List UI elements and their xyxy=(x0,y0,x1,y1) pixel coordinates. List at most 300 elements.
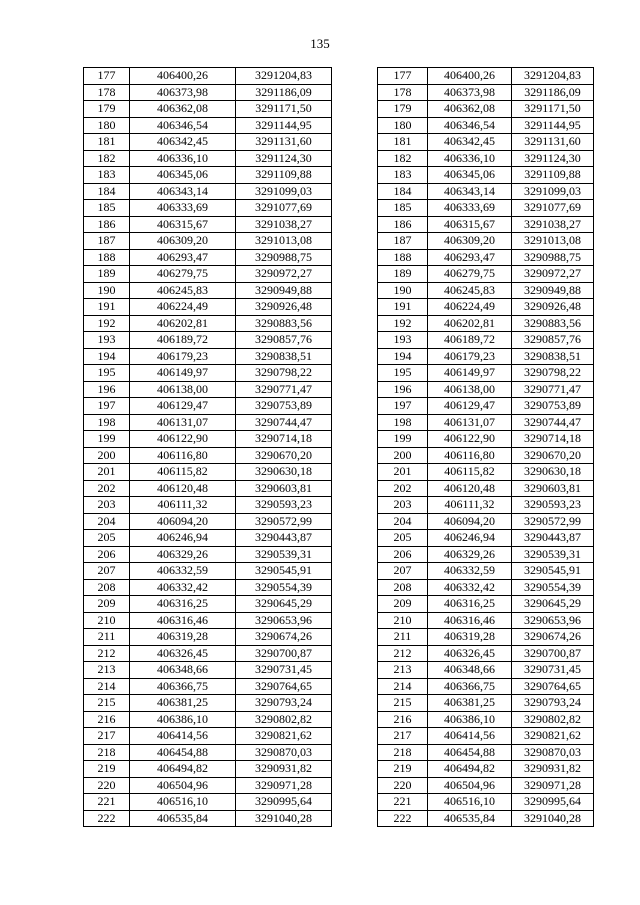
table-row xyxy=(378,579,594,596)
y-coordinate-cell: 3290700,87 xyxy=(236,645,332,662)
table-row xyxy=(378,117,594,134)
table-row xyxy=(378,101,594,118)
x-coordinate-cell: 406224,49 xyxy=(130,299,236,316)
x-coordinate-cell: 406115,82 xyxy=(130,464,236,481)
y-coordinate-cell: 3290821,62 xyxy=(512,728,594,745)
x-coordinate-cell: 406336,10 xyxy=(428,150,512,167)
y-coordinate-cell: 3290731,45 xyxy=(236,662,332,679)
table-row xyxy=(378,744,594,761)
point-number-cell: 196 xyxy=(378,381,428,398)
table-row xyxy=(378,513,594,530)
x-coordinate-cell: 406293,47 xyxy=(130,249,236,266)
y-coordinate-cell: 3290802,82 xyxy=(236,711,332,728)
point-number-cell: 218 xyxy=(84,744,130,761)
table-row xyxy=(84,200,332,217)
y-coordinate-cell: 3290674,26 xyxy=(236,629,332,646)
point-number-cell: 210 xyxy=(84,612,130,629)
point-number-cell: 190 xyxy=(84,282,130,299)
x-coordinate-cell: 406346,54 xyxy=(428,117,512,134)
point-number-cell: 221 xyxy=(84,794,130,811)
x-coordinate-cell: 406202,81 xyxy=(428,315,512,332)
y-coordinate-cell: 3290857,76 xyxy=(512,332,594,349)
y-coordinate-cell: 3291013,08 xyxy=(236,233,332,250)
point-number-cell: 217 xyxy=(84,728,130,745)
y-coordinate-cell: 3291204,83 xyxy=(512,68,594,85)
y-coordinate-cell: 3290554,39 xyxy=(512,579,594,596)
x-coordinate-cell: 406189,72 xyxy=(428,332,512,349)
point-number-cell: 185 xyxy=(378,200,428,217)
point-number-cell: 222 xyxy=(378,810,428,827)
point-number-cell: 189 xyxy=(84,266,130,283)
y-coordinate-cell: 3290883,56 xyxy=(512,315,594,332)
table-row xyxy=(378,266,594,283)
point-number-cell: 214 xyxy=(84,678,130,695)
point-number-cell: 210 xyxy=(378,612,428,629)
point-number-cell: 180 xyxy=(378,117,428,134)
y-coordinate-cell: 3290764,65 xyxy=(512,678,594,695)
x-coordinate-cell: 406245,83 xyxy=(130,282,236,299)
point-number-cell: 191 xyxy=(378,299,428,316)
point-number-cell: 190 xyxy=(378,282,428,299)
table-row xyxy=(378,183,594,200)
x-coordinate-cell: 406319,28 xyxy=(428,629,512,646)
table-row xyxy=(84,134,332,151)
x-coordinate-cell: 406381,25 xyxy=(130,695,236,712)
y-coordinate-cell: 3290443,87 xyxy=(512,530,594,547)
y-coordinate-cell: 3290931,82 xyxy=(236,761,332,778)
point-number-cell: 188 xyxy=(84,249,130,266)
table-row xyxy=(84,249,332,266)
point-number-cell: 220 xyxy=(84,777,130,794)
y-coordinate-cell: 3290949,88 xyxy=(236,282,332,299)
x-coordinate-cell: 406386,10 xyxy=(130,711,236,728)
table-row xyxy=(378,381,594,398)
table-row xyxy=(84,563,332,580)
y-coordinate-cell: 3290554,39 xyxy=(236,579,332,596)
x-coordinate-cell: 406316,25 xyxy=(428,596,512,613)
point-number-cell: 202 xyxy=(84,480,130,497)
point-number-cell: 179 xyxy=(378,101,428,118)
x-coordinate-cell: 406122,90 xyxy=(428,431,512,448)
table-row xyxy=(84,497,332,514)
table-row xyxy=(378,777,594,794)
y-coordinate-cell: 3290798,22 xyxy=(512,365,594,382)
y-coordinate-cell: 3290926,48 xyxy=(236,299,332,316)
table-row xyxy=(84,662,332,679)
table-row xyxy=(84,695,332,712)
point-number-cell: 197 xyxy=(378,398,428,415)
x-coordinate-cell: 406362,08 xyxy=(130,101,236,118)
y-coordinate-cell: 3290988,75 xyxy=(512,249,594,266)
x-coordinate-cell: 406342,45 xyxy=(428,134,512,151)
y-coordinate-cell: 3291077,69 xyxy=(512,200,594,217)
table-row xyxy=(378,596,594,613)
table-row xyxy=(84,332,332,349)
x-coordinate-cell: 406111,32 xyxy=(428,497,512,514)
table-row xyxy=(378,810,594,827)
point-number-cell: 187 xyxy=(84,233,130,250)
table-row xyxy=(84,794,332,811)
table-row xyxy=(378,695,594,712)
point-number-cell: 195 xyxy=(84,365,130,382)
point-number-cell: 222 xyxy=(84,810,130,827)
point-number-cell: 206 xyxy=(378,546,428,563)
point-number-cell: 207 xyxy=(378,563,428,580)
y-coordinate-cell: 3290700,87 xyxy=(512,645,594,662)
y-coordinate-cell: 3291013,08 xyxy=(512,233,594,250)
x-coordinate-cell: 406245,83 xyxy=(428,282,512,299)
y-coordinate-cell: 3291040,28 xyxy=(236,810,332,827)
y-coordinate-cell: 3291131,60 xyxy=(512,134,594,151)
x-coordinate-cell: 406346,54 xyxy=(130,117,236,134)
x-coordinate-cell: 406115,82 xyxy=(428,464,512,481)
point-number-cell: 198 xyxy=(84,414,130,431)
x-coordinate-cell: 406494,82 xyxy=(428,761,512,778)
x-coordinate-cell: 406386,10 xyxy=(428,711,512,728)
point-number-cell: 183 xyxy=(84,167,130,184)
x-coordinate-cell: 406414,56 xyxy=(428,728,512,745)
y-coordinate-cell: 3290670,20 xyxy=(512,447,594,464)
x-coordinate-cell: 406316,46 xyxy=(130,612,236,629)
table-row xyxy=(378,678,594,695)
y-coordinate-cell: 3290971,28 xyxy=(512,777,594,794)
x-coordinate-cell: 406316,25 xyxy=(130,596,236,613)
x-coordinate-cell: 406516,10 xyxy=(428,794,512,811)
point-number-cell: 178 xyxy=(84,84,130,101)
y-coordinate-cell: 3290931,82 xyxy=(512,761,594,778)
table-row xyxy=(378,249,594,266)
point-number-cell: 200 xyxy=(84,447,130,464)
x-coordinate-cell: 406348,66 xyxy=(130,662,236,679)
point-number-cell: 213 xyxy=(84,662,130,679)
x-coordinate-cell: 406535,84 xyxy=(428,810,512,827)
point-number-cell: 186 xyxy=(378,216,428,233)
y-coordinate-cell: 3290972,27 xyxy=(512,266,594,283)
point-number-cell: 212 xyxy=(84,645,130,662)
y-coordinate-cell: 3290674,26 xyxy=(512,629,594,646)
table-row xyxy=(84,777,332,794)
table-row xyxy=(84,216,332,233)
x-coordinate-cell: 406366,75 xyxy=(428,678,512,695)
point-number-cell: 201 xyxy=(378,464,428,481)
point-number-cell: 191 xyxy=(84,299,130,316)
x-coordinate-cell: 406342,45 xyxy=(130,134,236,151)
y-coordinate-cell: 3290539,31 xyxy=(236,546,332,563)
table-row xyxy=(84,414,332,431)
table-row xyxy=(84,299,332,316)
point-number-cell: 219 xyxy=(378,761,428,778)
y-coordinate-cell: 3290443,87 xyxy=(236,530,332,547)
point-number-cell: 189 xyxy=(378,266,428,283)
x-coordinate-cell: 406373,98 xyxy=(130,84,236,101)
point-number-cell: 211 xyxy=(378,629,428,646)
y-coordinate-cell: 3291038,27 xyxy=(236,216,332,233)
point-number-cell: 205 xyxy=(84,530,130,547)
x-coordinate-cell: 406348,66 xyxy=(428,662,512,679)
table-row xyxy=(378,629,594,646)
x-coordinate-cell: 406116,80 xyxy=(428,447,512,464)
y-coordinate-cell: 3291171,50 xyxy=(236,101,332,118)
y-coordinate-cell: 3290593,23 xyxy=(236,497,332,514)
y-coordinate-cell: 3290753,89 xyxy=(236,398,332,415)
table-row xyxy=(84,645,332,662)
y-coordinate-cell: 3290926,48 xyxy=(512,299,594,316)
y-coordinate-cell: 3290545,91 xyxy=(236,563,332,580)
y-coordinate-cell: 3290572,99 xyxy=(512,513,594,530)
table-row xyxy=(84,810,332,827)
x-coordinate-cell: 406332,42 xyxy=(428,579,512,596)
y-coordinate-cell: 3290731,45 xyxy=(512,662,594,679)
table-row xyxy=(378,414,594,431)
point-number-cell: 201 xyxy=(84,464,130,481)
y-coordinate-cell: 3291186,09 xyxy=(512,84,594,101)
point-number-cell: 202 xyxy=(378,480,428,497)
y-coordinate-cell: 3291171,50 xyxy=(512,101,594,118)
x-coordinate-cell: 406333,69 xyxy=(428,200,512,217)
x-coordinate-cell: 406179,23 xyxy=(428,348,512,365)
x-coordinate-cell: 406381,25 xyxy=(428,695,512,712)
point-number-cell: 177 xyxy=(378,68,428,85)
table-row xyxy=(378,662,594,679)
point-number-cell: 195 xyxy=(378,365,428,382)
y-coordinate-cell: 3290653,96 xyxy=(512,612,594,629)
point-number-cell: 192 xyxy=(378,315,428,332)
point-number-cell: 193 xyxy=(378,332,428,349)
table-row xyxy=(378,167,594,184)
table-row xyxy=(84,629,332,646)
x-coordinate-cell: 406373,98 xyxy=(428,84,512,101)
y-coordinate-cell: 3290714,18 xyxy=(236,431,332,448)
x-coordinate-cell: 406131,07 xyxy=(130,414,236,431)
x-coordinate-cell: 406494,82 xyxy=(130,761,236,778)
table-row xyxy=(84,761,332,778)
table-row xyxy=(378,612,594,629)
y-coordinate-cell: 3290771,47 xyxy=(512,381,594,398)
table-row xyxy=(378,348,594,365)
point-number-cell: 194 xyxy=(378,348,428,365)
x-coordinate-cell: 406332,42 xyxy=(130,579,236,596)
table-row xyxy=(84,398,332,415)
table-row xyxy=(378,216,594,233)
y-coordinate-cell: 3290821,62 xyxy=(236,728,332,745)
point-number-cell: 203 xyxy=(84,497,130,514)
y-coordinate-cell: 3290771,47 xyxy=(236,381,332,398)
point-number-cell: 208 xyxy=(378,579,428,596)
x-coordinate-cell: 406345,06 xyxy=(130,167,236,184)
point-number-cell: 200 xyxy=(378,447,428,464)
y-coordinate-cell: 3290870,03 xyxy=(236,744,332,761)
point-number-cell: 204 xyxy=(84,513,130,530)
point-number-cell: 177 xyxy=(84,68,130,85)
point-number-cell: 180 xyxy=(84,117,130,134)
table-row xyxy=(378,563,594,580)
y-coordinate-cell: 3290988,75 xyxy=(236,249,332,266)
x-coordinate-cell: 406316,46 xyxy=(428,612,512,629)
table-row xyxy=(84,530,332,547)
table-row xyxy=(378,84,594,101)
point-number-cell: 215 xyxy=(84,695,130,712)
y-coordinate-cell: 3290798,22 xyxy=(236,365,332,382)
point-number-cell: 219 xyxy=(84,761,130,778)
table-row xyxy=(84,101,332,118)
table-row xyxy=(378,332,594,349)
table-row xyxy=(84,464,332,481)
y-coordinate-cell: 3290545,91 xyxy=(512,563,594,580)
point-number-cell: 199 xyxy=(378,431,428,448)
point-number-cell: 214 xyxy=(378,678,428,695)
y-coordinate-cell: 3291144,95 xyxy=(236,117,332,134)
y-coordinate-cell: 3291099,03 xyxy=(512,183,594,200)
table-row xyxy=(378,398,594,415)
table-row xyxy=(378,233,594,250)
x-coordinate-cell: 406293,47 xyxy=(428,249,512,266)
y-coordinate-cell: 3290630,18 xyxy=(512,464,594,481)
x-coordinate-cell: 406535,84 xyxy=(130,810,236,827)
point-number-cell: 215 xyxy=(378,695,428,712)
point-number-cell: 181 xyxy=(378,134,428,151)
y-coordinate-cell: 3290971,28 xyxy=(236,777,332,794)
table-row xyxy=(378,447,594,464)
y-coordinate-cell: 3290630,18 xyxy=(236,464,332,481)
y-coordinate-cell: 3291124,30 xyxy=(512,150,594,167)
y-coordinate-cell: 3291204,83 xyxy=(236,68,332,85)
point-number-cell: 211 xyxy=(84,629,130,646)
point-number-cell: 205 xyxy=(378,530,428,547)
x-coordinate-cell: 406326,45 xyxy=(428,645,512,662)
y-coordinate-cell: 3290838,51 xyxy=(512,348,594,365)
point-number-cell: 208 xyxy=(84,579,130,596)
x-coordinate-cell: 406343,14 xyxy=(130,183,236,200)
x-coordinate-cell: 406189,72 xyxy=(130,332,236,349)
point-number-cell: 207 xyxy=(84,563,130,580)
point-number-cell: 179 xyxy=(84,101,130,118)
y-coordinate-cell: 3290539,31 xyxy=(512,546,594,563)
table-row xyxy=(84,266,332,283)
y-coordinate-cell: 3290645,29 xyxy=(512,596,594,613)
y-coordinate-cell: 3291131,60 xyxy=(236,134,332,151)
point-number-cell: 182 xyxy=(84,150,130,167)
x-coordinate-cell: 406149,97 xyxy=(130,365,236,382)
table-row xyxy=(378,546,594,563)
y-coordinate-cell: 3290572,99 xyxy=(236,513,332,530)
y-coordinate-cell: 3290645,29 xyxy=(236,596,332,613)
y-coordinate-cell: 3290744,47 xyxy=(236,414,332,431)
x-coordinate-cell: 406326,45 xyxy=(130,645,236,662)
x-coordinate-cell: 406454,88 xyxy=(428,744,512,761)
y-coordinate-cell: 3291109,88 xyxy=(512,167,594,184)
x-coordinate-cell: 406309,20 xyxy=(428,233,512,250)
x-coordinate-cell: 406343,14 xyxy=(428,183,512,200)
table-row xyxy=(84,612,332,629)
point-number-cell: 209 xyxy=(378,596,428,613)
y-coordinate-cell: 3290670,20 xyxy=(236,447,332,464)
table-row xyxy=(378,431,594,448)
point-number-cell: 216 xyxy=(84,711,130,728)
y-coordinate-cell: 3290883,56 xyxy=(236,315,332,332)
x-coordinate-cell: 406315,67 xyxy=(130,216,236,233)
x-coordinate-cell: 406202,81 xyxy=(130,315,236,332)
y-coordinate-cell: 3291186,09 xyxy=(236,84,332,101)
y-coordinate-cell: 3290995,64 xyxy=(512,794,594,811)
table-row xyxy=(84,167,332,184)
y-coordinate-cell: 3291038,27 xyxy=(512,216,594,233)
coordinates-table-right xyxy=(377,67,594,827)
x-coordinate-cell: 406246,94 xyxy=(130,530,236,547)
point-number-cell: 185 xyxy=(84,200,130,217)
y-coordinate-cell: 3290995,64 xyxy=(236,794,332,811)
x-coordinate-cell: 406454,88 xyxy=(130,744,236,761)
x-coordinate-cell: 406129,47 xyxy=(130,398,236,415)
y-coordinate-cell: 3290764,65 xyxy=(236,678,332,695)
x-coordinate-cell: 406279,75 xyxy=(428,266,512,283)
y-coordinate-cell: 3290793,24 xyxy=(512,695,594,712)
table-row xyxy=(84,728,332,745)
table-row xyxy=(84,150,332,167)
table-row xyxy=(378,530,594,547)
table-row xyxy=(378,711,594,728)
table-row xyxy=(84,744,332,761)
table-row xyxy=(84,68,332,85)
x-coordinate-cell: 406329,26 xyxy=(428,546,512,563)
x-coordinate-cell: 406246,94 xyxy=(428,530,512,547)
point-number-cell: 192 xyxy=(84,315,130,332)
point-number-cell: 217 xyxy=(378,728,428,745)
x-coordinate-cell: 406179,23 xyxy=(130,348,236,365)
table-row xyxy=(378,728,594,745)
x-coordinate-cell: 406329,26 xyxy=(130,546,236,563)
table-row xyxy=(84,711,332,728)
x-coordinate-cell: 406504,96 xyxy=(130,777,236,794)
x-coordinate-cell: 406414,56 xyxy=(130,728,236,745)
table-row xyxy=(84,282,332,299)
y-coordinate-cell: 3290603,81 xyxy=(236,480,332,497)
table-row xyxy=(378,134,594,151)
x-coordinate-cell: 406516,10 xyxy=(130,794,236,811)
table-row xyxy=(84,315,332,332)
y-coordinate-cell: 3291144,95 xyxy=(512,117,594,134)
x-coordinate-cell: 406319,28 xyxy=(130,629,236,646)
y-coordinate-cell: 3290870,03 xyxy=(512,744,594,761)
table-row xyxy=(84,678,332,695)
y-coordinate-cell: 3291040,28 xyxy=(512,810,594,827)
point-number-cell: 193 xyxy=(84,332,130,349)
x-coordinate-cell: 406094,20 xyxy=(130,513,236,530)
point-number-cell: 212 xyxy=(378,645,428,662)
table-row xyxy=(84,579,332,596)
table-row xyxy=(84,348,332,365)
point-number-cell: 204 xyxy=(378,513,428,530)
point-number-cell: 196 xyxy=(84,381,130,398)
point-number-cell: 198 xyxy=(378,414,428,431)
table-row xyxy=(84,365,332,382)
x-coordinate-cell: 406138,00 xyxy=(428,381,512,398)
point-number-cell: 216 xyxy=(378,711,428,728)
x-coordinate-cell: 406333,69 xyxy=(130,200,236,217)
table-row xyxy=(84,447,332,464)
x-coordinate-cell: 406131,07 xyxy=(428,414,512,431)
y-coordinate-cell: 3290972,27 xyxy=(236,266,332,283)
table-row xyxy=(378,464,594,481)
x-coordinate-cell: 406120,48 xyxy=(130,480,236,497)
table-row xyxy=(84,84,332,101)
page-number: 135 xyxy=(310,36,330,51)
point-number-cell: 213 xyxy=(378,662,428,679)
table-row xyxy=(84,233,332,250)
y-coordinate-cell: 3290802,82 xyxy=(512,711,594,728)
x-coordinate-cell: 406309,20 xyxy=(130,233,236,250)
y-coordinate-cell: 3291077,69 xyxy=(236,200,332,217)
y-coordinate-cell: 3290653,96 xyxy=(236,612,332,629)
